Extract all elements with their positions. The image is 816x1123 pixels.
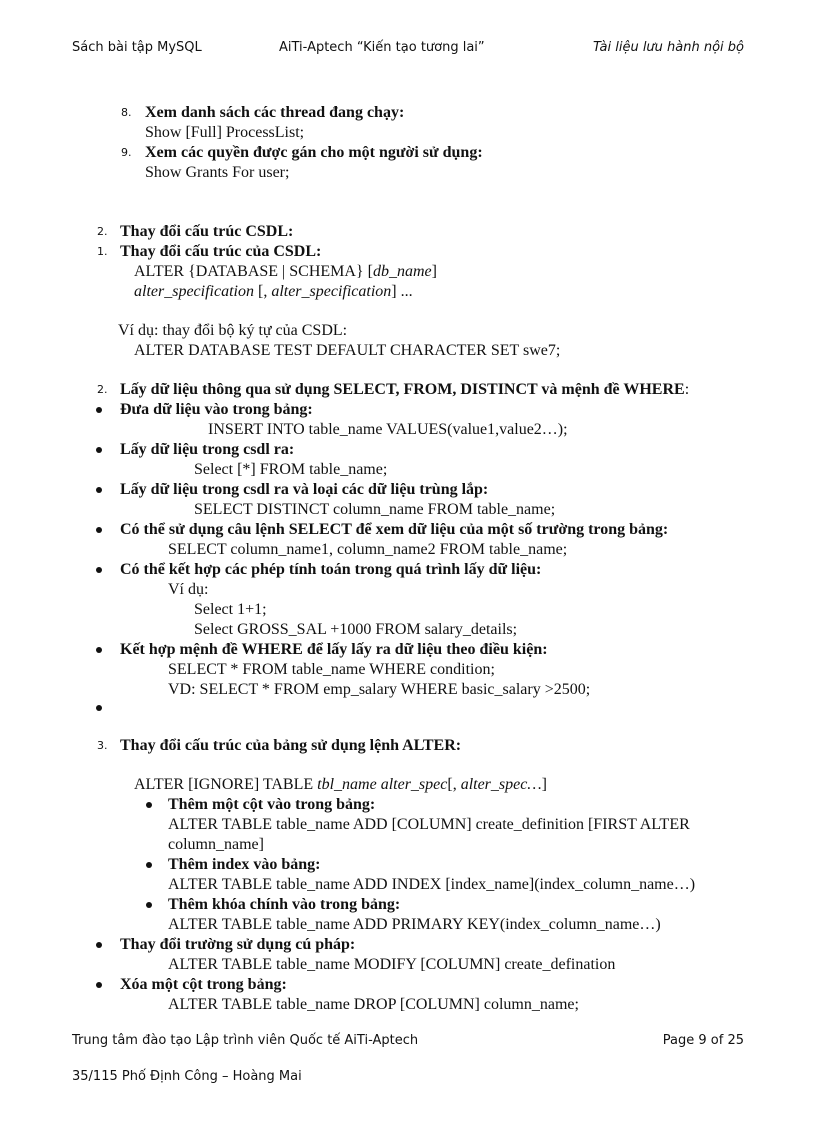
select-fields-title: Có thể sử dụng câu lệnh SELECT để xem dữ liệu của một số trường trong bảng: (120, 521, 669, 538)
bullet-icon (96, 407, 102, 413)
bullet-icon (96, 527, 102, 533)
alter-db-syntax-line-1: ALTER {DATABASE | SCHEMA} [db_name] (134, 263, 437, 280)
drop-column-title: Xóa một cột trong bảng: (120, 976, 287, 993)
calc-example-label: Ví dụ: (168, 581, 209, 598)
distinct-code: SELECT DISTINCT column_name FROM table_name; (194, 501, 556, 518)
subsection-1-number: 1. (97, 245, 108, 258)
select-section-title: Lấy dữ liệu thông qua sử dụng SELECT, FROM, DISTINCT và mệnh đề WHERE: (120, 381, 690, 398)
modify-title: Thay đổi trường sử dụng cú pháp: (120, 936, 356, 953)
add-column-code-1: ALTER TABLE table_name ADD [COLUMN] create_definition [FIRST ALTER (168, 816, 690, 833)
subsection-1-title: Thay đổi cấu trúc của CSDL: (120, 243, 322, 260)
distinct-title: Lấy dữ liệu trong csdl ra và loại các dữ liệu trùng lắp: (120, 481, 489, 498)
where-title: Kết hợp mệnh đề WHERE để lấy lấy ra dữ liệu theo điều kiện: (120, 641, 548, 658)
section-3-number: 3. (97, 739, 108, 752)
drop-column-code: ALTER TABLE table_name DROP [COLUMN] column_name; (168, 996, 579, 1013)
bullet-icon (96, 942, 102, 948)
insert-title: Đưa dữ liệu vào trong bảng: (120, 401, 313, 418)
modify-code: ALTER TABLE table_name MODIFY [COLUMN] create_defination (168, 956, 616, 973)
bullet-icon (96, 982, 102, 988)
item-8-number: 8. (121, 106, 132, 119)
calc-code-1: Select 1+1; (194, 601, 267, 618)
where-code-2: VD: SELECT * FROM emp_salary WHERE basic_salary >2500; (168, 681, 591, 698)
select-fields-code: SELECT column_name1, column_name2 FROM table_name; (168, 541, 568, 558)
section-2-title: Thay đổi cấu trúc CSDL: (120, 223, 294, 240)
alter-db-syntax-line-2: alter_specification [, alter_specification] ... (134, 283, 413, 300)
section-3-title: Thay đổi cấu trúc của bảng sử dụng lệnh ALTER: (120, 737, 462, 754)
add-primary-key-title: Thêm khóa chính vào trong bảng: (168, 896, 401, 913)
footer-address: 35/115 Phố Định Công – Hoàng Mai (72, 1069, 302, 1084)
header-right: Tài liệu lưu hành nội bộ (592, 40, 744, 55)
bullet-icon (96, 705, 102, 711)
item-9-code: Show Grants For user; (145, 164, 290, 181)
select-section-number: 2. (97, 383, 108, 396)
calc-title: Có thể kết hợp các phép tính toán trong quá trình lấy dữ liệu: (120, 561, 542, 578)
bullet-icon (96, 487, 102, 493)
item-8-title: Xem danh sách các thread đang chạy: (145, 104, 405, 121)
bullet-icon (146, 862, 152, 868)
select-all-code: Select [*] FROM table_name; (194, 461, 388, 478)
add-index-code: ALTER TABLE table_name ADD INDEX [index_name](index_column_name…) (168, 876, 696, 893)
bullet-icon (96, 447, 102, 453)
bullet-icon (96, 647, 102, 653)
alter-db-example-label: Ví dụ: thay đổi bộ ký tự của CSDL: (118, 322, 348, 339)
add-primary-key-code: ALTER TABLE table_name ADD PRIMARY KEY(index_column_name…) (168, 916, 661, 933)
alter-table-syntax: ALTER [IGNORE] TABLE tbl_name alter_spec[, alter_spec…] (134, 776, 547, 793)
section-2-number: 2. (97, 225, 108, 238)
footer-page-number: Page 9 of 25 (662, 1033, 744, 1048)
add-column-title: Thêm một cột vào trong bảng: (168, 796, 376, 813)
item-9-title: Xem các quyền được gán cho một người sử dụng: (145, 144, 483, 161)
select-all-title: Lấy dữ liệu trong csdl ra: (120, 441, 295, 458)
bullet-icon (146, 802, 152, 808)
page-header (72, 40, 744, 60)
header-left: Sách bài tập MySQL (72, 40, 202, 55)
footer-center-name: Trung tâm đào tạo Lập trình viên Quốc tế AiTi-Aptech (72, 1033, 419, 1048)
where-code-1: SELECT * FROM table_name WHERE condition; (168, 661, 495, 678)
insert-code: INSERT INTO table_name VALUES(value1,value2…); (208, 421, 568, 438)
header-center: AiTi-Aptech “Kiến tạo tương lai” (279, 40, 485, 55)
add-index-title: Thêm index vào bảng: (168, 856, 321, 873)
bullet-icon (96, 567, 102, 573)
alter-db-example-code: ALTER DATABASE TEST DEFAULT CHARACTER SET swe7; (134, 342, 561, 359)
add-column-code-2: column_name] (168, 836, 264, 853)
calc-code-2: Select GROSS_SAL +1000 FROM salary_details; (194, 621, 518, 638)
item-9-number: 9. (121, 146, 132, 159)
bullet-icon (146, 902, 152, 908)
item-8-code: Show [Full] ProcessList; (145, 124, 305, 141)
